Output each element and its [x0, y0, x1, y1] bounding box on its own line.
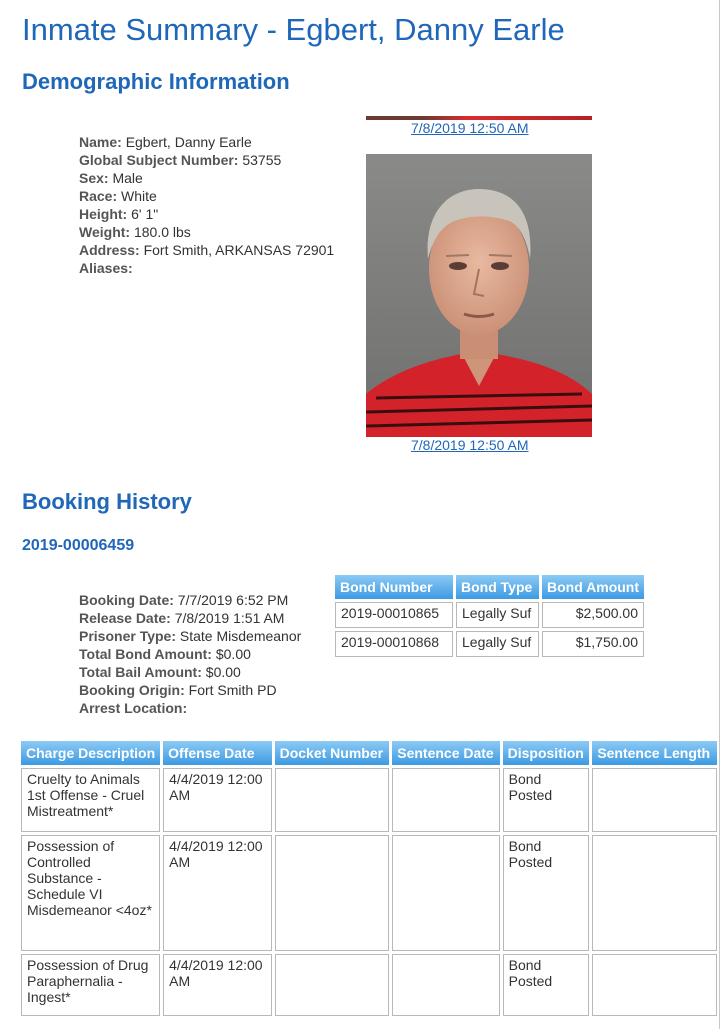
name-label: Name:: [79, 134, 122, 150]
weight-value: 180.0 lbs: [133, 224, 191, 240]
sex-value: Male: [112, 170, 143, 186]
photo-date-link-1[interactable]: 7/8/2019 12:50 AM: [411, 120, 529, 136]
bond-type-cell: Legally Suf: [456, 602, 539, 628]
aliases-row: [79, 259, 334, 277]
charge-description-cell: Possession of Controlled Substance - Schedule VI Misdemeanor <4oz*: [21, 835, 160, 951]
release-date-value: 7/8/2019 1:51 AM: [174, 610, 285, 626]
address-label: Address:: [79, 242, 140, 258]
arrest-location-label: Arrest Location:: [79, 700, 188, 716]
bond-table-header-row: [335, 575, 644, 599]
sentence-length-cell: [592, 768, 717, 832]
bond-table: [332, 572, 647, 660]
bond-row: [335, 631, 644, 657]
bond-amount-cell: $2,500.00: [542, 602, 644, 628]
demographic-heading: Demographic Information: [22, 69, 290, 94]
bond-type-column-header[interactable]: Bond Type: [456, 575, 539, 599]
height-label: Height:: [79, 206, 128, 222]
disposition-cell: Bond Posted: [503, 768, 590, 832]
sex-label: Sex:: [79, 170, 109, 186]
aliases-label: Aliases:: [79, 260, 133, 276]
global-subject-number-row: [79, 151, 334, 169]
sentence-date-cell: [392, 835, 499, 951]
charge-description-cell: Cruelty to Animals 1st Offense - Cruel Mistreatment*: [21, 768, 160, 832]
height-row: [79, 205, 334, 223]
offense-date-cell: 4/4/2019 12:00 AM: [163, 835, 271, 951]
booking-origin-label: Booking Origin:: [79, 682, 185, 698]
name-row: [79, 133, 334, 151]
bond-number-cell: 2019-00010868: [335, 631, 453, 657]
total-bond-amount-label: Total Bond Amount:: [79, 646, 212, 662]
weight-label: Weight:: [79, 224, 131, 240]
offense-date-cell: 4/4/2019 12:00 AM: [163, 768, 271, 832]
mugshot-photo[interactable]: [366, 154, 592, 437]
name-value: Egbert, Danny Earle: [125, 134, 252, 150]
charge-description-cell: Possession of Drug Paraphernalia - Ingest*: [21, 954, 160, 1016]
disposition-cell: Bond Posted: [503, 835, 590, 951]
total-bail-amount-label: Total Bail Amount:: [79, 664, 202, 680]
disposition-column-header[interactable]: Disposition: [503, 741, 590, 765]
race-value: White: [121, 188, 157, 204]
photo-date-link-2[interactable]: 7/8/2019 12:50 AM: [411, 437, 529, 453]
bond-number-cell: 2019-00010865: [335, 602, 453, 628]
total-bail-amount-value: $0.00: [205, 664, 241, 680]
docket-number-cell: [275, 768, 390, 832]
page-title: Inmate Summary - Egbert, Danny Earle: [22, 12, 565, 47]
address-row: [79, 241, 334, 259]
charge-row: [21, 954, 717, 1016]
race-row: [79, 187, 334, 205]
total-bond-amount-value: $0.00: [215, 646, 251, 662]
booking-date-value: 7/7/2019 6:52 PM: [177, 592, 289, 608]
sentence-date-cell: [392, 768, 499, 832]
charge-table-header-row: [21, 741, 717, 765]
booking-date-label: Booking Date:: [79, 592, 174, 608]
global-subject-number-value: 53755: [242, 152, 282, 168]
offense-date-column-header[interactable]: Offense Date: [163, 741, 271, 765]
height-value: 6' 1": [131, 206, 159, 222]
offense-date-cell: 4/4/2019 12:00 AM: [163, 954, 271, 1016]
bond-amount-column-header[interactable]: Bond Amount: [542, 575, 644, 599]
bond-number-column-header[interactable]: Bond Number: [335, 575, 453, 599]
booking-date-row: [79, 591, 301, 609]
sentence-date-cell: [392, 954, 499, 1016]
sentence-length-column-header[interactable]: Sentence Length: [592, 741, 717, 765]
disposition-cell: Bond Posted: [503, 954, 590, 1016]
sex-row: [79, 169, 334, 187]
booking-details: [79, 591, 301, 717]
release-date-row: [79, 609, 301, 627]
docket-number-cell: [275, 835, 390, 951]
booking-origin-row: [79, 681, 301, 699]
charge-table: [18, 738, 720, 1019]
prisoner-type-label: Prisoner Type:: [79, 628, 176, 644]
booking-history-heading: Booking History: [22, 489, 192, 514]
charge-description-column-header[interactable]: Charge Description: [21, 741, 160, 765]
docket-number-cell: [275, 954, 390, 1016]
release-date-label: Release Date:: [79, 610, 171, 626]
bond-row: [335, 602, 644, 628]
prisoner-type-row: [79, 627, 301, 645]
bond-amount-cell: $1,750.00: [542, 631, 644, 657]
booking-origin-value: Fort Smith PD: [188, 682, 277, 698]
bond-type-cell: Legally Suf: [456, 631, 539, 657]
charge-row: [21, 768, 717, 832]
demographic-details: [79, 133, 334, 277]
address-value: Fort Smith, ARKANSAS 72901: [143, 242, 335, 258]
total-bond-amount-row: [79, 645, 301, 663]
docket-number-column-header[interactable]: Docket Number: [275, 741, 390, 765]
arrest-location-row: [79, 699, 301, 717]
charge-table-container[interactable]: [18, 738, 720, 1019]
sentence-length-cell: [592, 954, 717, 1016]
race-label: Race:: [79, 188, 118, 204]
charge-row: [21, 835, 717, 951]
sentence-length-cell: [592, 835, 717, 951]
booking-number: 2019-00006459: [22, 537, 135, 554]
weight-row: [79, 223, 334, 241]
total-bail-amount-row: [79, 663, 301, 681]
sentence-date-column-header[interactable]: Sentence Date: [392, 741, 499, 765]
global-subject-number-label: Global Subject Number:: [79, 152, 239, 168]
prisoner-type-value: State Misdemeanor: [179, 628, 302, 644]
